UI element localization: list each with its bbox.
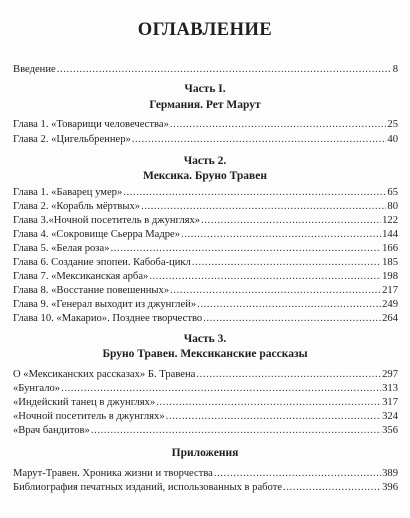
dot-leader <box>170 284 381 298</box>
toc-entry-label: Глава 8. «Восстание повешенных» <box>13 285 170 296</box>
toc-entry-page: 144 <box>382 229 398 240</box>
toc-entry <box>13 228 398 242</box>
toc-entry <box>13 133 398 147</box>
toc-entry-page: 217 <box>382 285 398 296</box>
toc-entry-label: О «Мексиканских рассказах» Б. Травена <box>13 369 196 380</box>
toc-entry-page: 324 <box>382 411 398 422</box>
toc-entry-page: 40 <box>387 134 398 145</box>
page-title: ОГЛАВЛЕНИЕ <box>137 20 273 40</box>
dot-leader <box>132 133 387 147</box>
toc-entry <box>13 256 398 270</box>
toc-entry-label: Глава 7. «Мексиканская арба» <box>13 271 149 282</box>
toc-entry-page: 249 <box>382 299 398 310</box>
toc-entry-page: 264 <box>382 313 398 324</box>
toc-entry <box>13 214 398 228</box>
dot-leader <box>283 481 381 495</box>
toc-entry-page: 166 <box>382 243 398 254</box>
dot-leader <box>111 242 382 256</box>
appendix-heading: Приложения <box>171 447 239 459</box>
toc-entry-page: 65 <box>387 187 398 198</box>
toc-entry <box>13 118 398 132</box>
dot-leader <box>181 228 381 242</box>
toc-entry-page: 297 <box>382 369 398 380</box>
toc-entry-label: Глава 2. «Цигельбреннер» <box>13 134 131 145</box>
toc-entry <box>13 298 398 312</box>
dot-leader <box>214 467 381 481</box>
toc-entry-label: Глава 6. Создание эпопеи. Кабоба-цикл <box>13 257 191 268</box>
dot-leader <box>91 424 381 438</box>
toc-entry <box>13 284 398 298</box>
toc-entry <box>13 200 398 214</box>
toc-entry-label: «Индейский танец в джунглях» <box>13 397 156 408</box>
toc-entry-page: 317 <box>382 397 398 408</box>
toc-entry-label: Марут-Травен. Хроника жизни и творчества <box>13 468 213 479</box>
toc-entry <box>13 481 398 495</box>
toc-entry <box>13 396 398 410</box>
toc-entry <box>13 410 398 424</box>
toc-entry-label: Глава 4. «Сокровище Сьерра Мадре» <box>13 229 181 240</box>
toc-entry-label: «Ночной посетитель в джунглях» <box>13 411 165 422</box>
toc-entry-label: Введение <box>13 64 56 75</box>
dot-leader <box>61 382 381 396</box>
toc-entry-page: 313 <box>382 383 398 394</box>
dot-leader <box>156 396 381 410</box>
dot-leader <box>57 63 392 77</box>
dot-leader <box>201 214 381 228</box>
dot-leader <box>170 118 387 132</box>
part2-subtitle: Мексика. Бруно Травен <box>143 170 267 182</box>
toc-entry-page: 80 <box>387 201 398 212</box>
toc-entry-label: Глава 5. «Белая роза» <box>13 243 110 254</box>
toc-entry <box>13 424 398 438</box>
toc-entry <box>13 467 398 481</box>
dot-leader <box>166 410 381 424</box>
part2-heading: Часть 2. <box>183 155 227 167</box>
toc-entry-label: Библиография печатных изданий, использованных в работе <box>13 482 283 493</box>
toc-entry-label: Глава 9. «Генерал выходит из джунглей» <box>13 299 197 310</box>
part3-heading: Часть 3. <box>183 333 227 345</box>
toc-entry-page: 185 <box>382 257 398 268</box>
toc-entry <box>13 242 398 256</box>
toc-entry-page: 356 <box>382 425 398 436</box>
toc-entry-intro <box>13 63 398 77</box>
dot-leader <box>197 298 381 312</box>
toc-entry-label: Глава 3.«Ночной посетитель в джунглях» <box>13 215 201 226</box>
toc-entry-page: 25 <box>387 119 398 130</box>
toc-entry <box>13 312 398 326</box>
dot-leader <box>123 186 386 200</box>
toc-entry-page: 122 <box>382 215 398 226</box>
toc-entry-label: «Бунгало» <box>13 383 61 394</box>
dot-leader <box>141 200 386 214</box>
part1-heading: Часть I. <box>184 83 226 95</box>
toc-entry <box>13 270 398 284</box>
toc-entry-page: 389 <box>382 468 398 479</box>
dot-leader <box>196 368 381 382</box>
toc-entry <box>13 368 398 382</box>
toc-entry <box>13 382 398 396</box>
toc-entry-label: «Врач бандитов» <box>13 425 90 436</box>
toc-entry-label: Глава 10. «Макарио». Позднее творчество <box>13 313 203 324</box>
toc-entry-page: 396 <box>382 482 398 493</box>
toc-entry <box>13 186 398 200</box>
dot-leader <box>203 312 381 326</box>
toc-entry-page: 8 <box>392 64 398 75</box>
dot-leader <box>192 256 381 270</box>
toc-entry-label: Глава 1. «Товарищи человечества» <box>13 119 169 130</box>
toc-entry-page: 198 <box>382 271 398 282</box>
toc-entry-label: Глава 2. «Корабль мёртвых» <box>13 201 141 212</box>
dot-leader <box>149 270 381 284</box>
part3-subtitle: Бруно Травен. Мексиканские рассказы <box>102 348 308 360</box>
toc-entry-label: Глава 1. «Баварец умер» <box>13 187 123 198</box>
part1-subtitle: Германия. Рет Марут <box>149 99 261 111</box>
